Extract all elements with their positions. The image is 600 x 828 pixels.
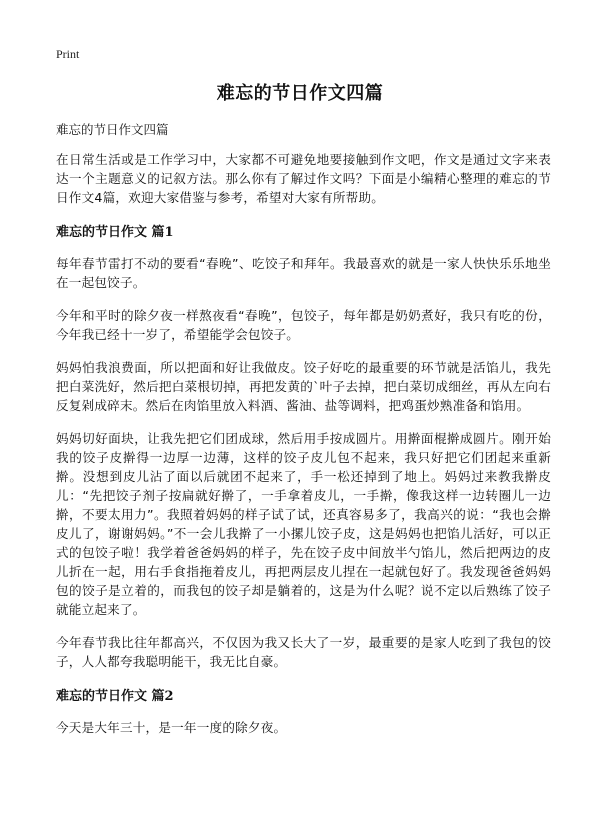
intro-paragraph: 在日常生活或是工作学习中，大家都不可避免地要接触到作文吧，作文是通过文字来表达一个主题意义的记叙方法。那么你有了解过作文吗？下面是小编精心整理的难忘的节日作文4篇，欢迎大家借鉴与参考，希望对大家有所帮助。 <box>56 152 551 205</box>
page-subtitle: 难忘的节日作文四篇 <box>56 122 169 137</box>
print-link[interactable]: Print <box>56 47 80 61</box>
paragraph: 今年春节我比往年都高兴，不仅因为我又长大了一岁，最重要的是家人吃到了我包的饺子，人人都夸我聪明能干，我无比自豪。 <box>56 635 551 669</box>
page-title: 难忘的节日作文四篇 <box>216 83 384 104</box>
section-heading-1: 难忘的节日作文 篇1 <box>56 225 174 240</box>
section-heading-2: 难忘的节日作文 篇2 <box>56 689 174 704</box>
paragraph: 今天是大年三十，是一年一度的除夕夜。 <box>56 720 287 735</box>
paragraph: 妈妈切好面块，让我先把它们团成球，然后用手按成圆片。用擀面棍擀成圆片。刚开始我的饺子皮擀得一边厚一边薄，这样的饺子皮儿包不起来，我只好把它们团起来重新擀。没想到皮儿沾了面以后就团不起来了，手一松还掉到了地上。妈妈过来教我擀皮儿：“先把饺子剂子按扁就好擀了，一手拿着皮儿，一手擀，像我这样一边转圈儿一边擀，不要太用力”。我照着妈妈的样子试了试，还真容易多了，我高兴的说：“我也会擀皮儿了，谢谢妈妈。”不一会儿我擀了一小摞儿饺子皮，这是妈妈也把馅儿活好，可以正式的包饺子啦！我学着爸爸妈妈的样子，先在饺子皮中间放半勺馅儿，然后把两边的皮儿折在一起，用右手食指拖着皮儿，再把两层皮儿捏在一起就包好了。我发现爸爸妈妈包的饺子是立着的，而我包的饺子却是躺着的，这是为什么呢？说不定以后熟练了饺子就能立起来了。 <box>56 431 551 617</box>
paragraph: 每年春节雷打不动的要看“春晚”、吃饺子和拜年。我最喜欢的就是一家人快快乐乐地坐在一起包饺子。 <box>56 256 551 290</box>
paragraph: 妈妈怕我浪费面，所以把面和好让我做皮。饺子好吃的最重要的环节就是活馅儿，我先把白菜洗好，然后把白菜根切掉，再把发黄的`叶子去掉，把白菜切成细丝，再从左向右反复剁成碎末。然后在肉馅里放入料酒、酱油、盐等调料，把鸡蛋炒熟准备和馅用。 <box>56 360 551 413</box>
paragraph: 今年和平时的除夕夜一样熬夜看“春晚”，包饺子，每年都是奶奶煮好，我只有吃的份，今年我已经十一岁了，希望能学会包饺子。 <box>56 308 551 342</box>
article-body <box>56 150 551 751</box>
